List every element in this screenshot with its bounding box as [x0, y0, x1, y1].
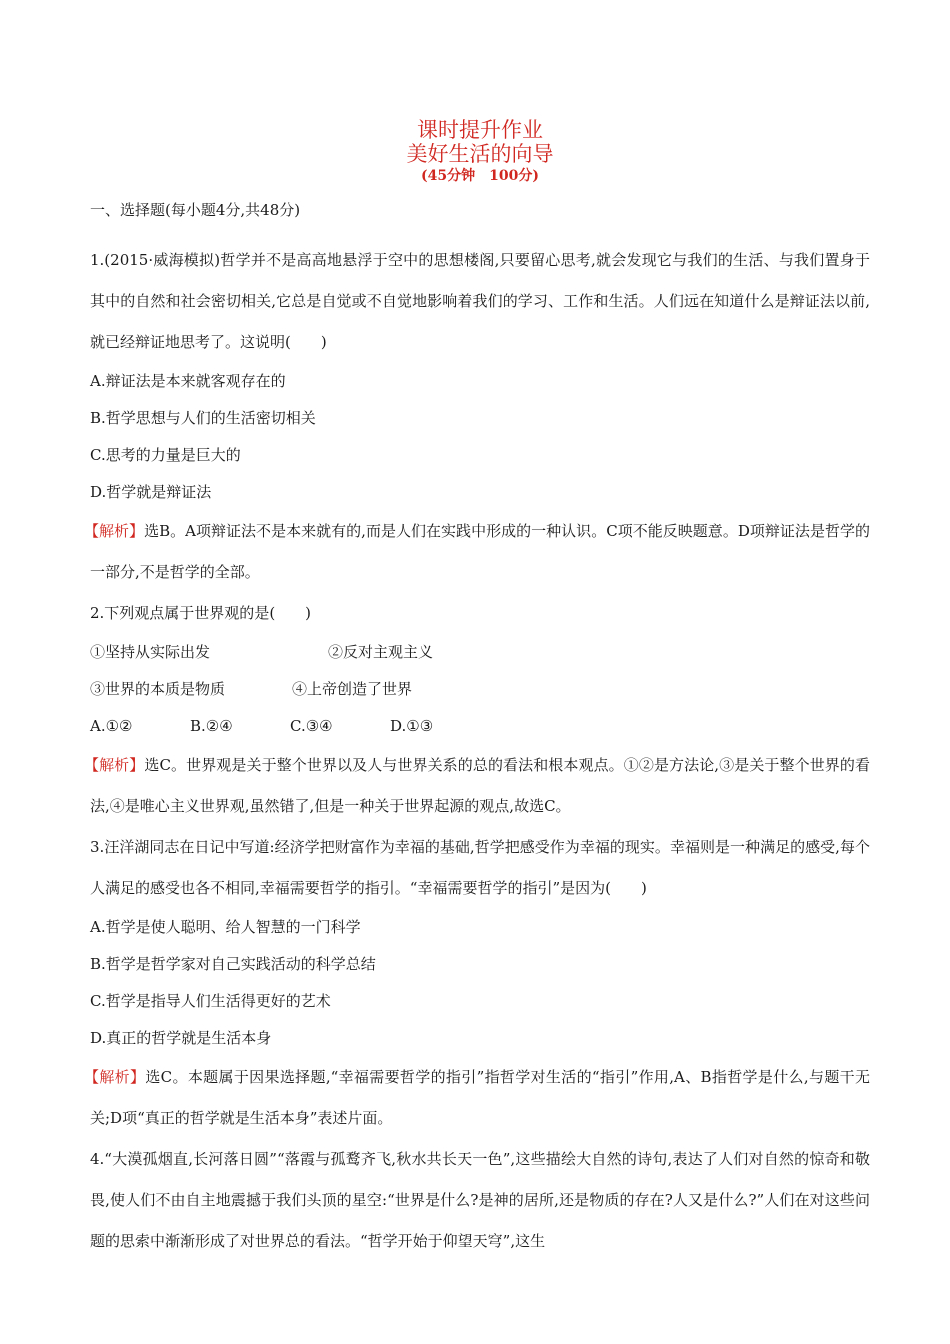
question-2-analysis — [84, 745, 870, 827]
question-3-option-d: D.真正的哲学就是生活本身 — [90, 1029, 272, 1047]
question-1-option-d: D.哲学就是辩证法 — [90, 483, 212, 501]
question-2-options — [90, 708, 870, 745]
analysis-tag: 【解析】 — [84, 1068, 146, 1086]
question-2-option-b: B.②④ — [190, 717, 233, 735]
question-1-stem: 1.(2015·威海模拟)哲学并不是高高地悬浮于空中的思想楼阁,只要留心思考,就会发现它与我们的生活、与我们置身于其中的自然和社会密切相关,它总是自觉或不自觉地影响着我们的学习、工作和生活。人们远在知道什么是辩证法以前,就已经辩证地思考了。这说明( ) — [90, 251, 870, 351]
question-2-stem: 2.下列观点属于世界观的是( ) — [90, 604, 312, 622]
analysis-tag: 【解析】 — [84, 756, 145, 774]
time-score-info: (45分钟 100分) — [421, 168, 539, 184]
question-2-items-row-1 — [90, 634, 870, 671]
question-2-item-3: ③世界的本质是物质 — [90, 680, 226, 698]
question-1-option-b: B.哲学思想与人们的生活密切相关 — [90, 409, 316, 427]
question-3-option-a: A.哲学是使人聪明、给人智慧的一门科学 — [90, 918, 361, 936]
question-2-item-4: ④上帝创造了世界 — [292, 680, 413, 698]
question-2-option-d: D.①③ — [390, 717, 434, 735]
question-3-analysis-text: 选C。本题属于因果选择题,“幸福需要哲学的指引”指哲学对生活的“指引”作用,A、B指哲学是什么,与题干无关;D项“真正的哲学就是生活本身”表述片面。 — [90, 1068, 870, 1127]
question-1-option-a: A.辩证法是本来就客观存在的 — [90, 372, 286, 390]
title-block — [90, 118, 870, 186]
question-3-option-c: C.哲学是指导人们生活得更好的艺术 — [90, 992, 331, 1010]
question-2-option-a: A.①② — [90, 717, 133, 735]
question-2-item-2: ②反对主观主义 — [328, 643, 434, 661]
question-3-option-b: B.哲学是哲学家对自己实践活动的科学总结 — [90, 955, 376, 973]
question-3-analysis — [84, 1057, 870, 1139]
question-1-analysis — [84, 511, 870, 593]
question-2-option-c: C.③④ — [290, 717, 333, 735]
question-1-option-c: C.思考的力量是巨大的 — [90, 446, 241, 464]
question-4-stem: 4.“大漠孤烟直,长河落日圆”“落霞与孤鹜齐飞,秋水共长天一色”,这些描绘大自然的诗句,表达了人们对自然的惊奇和敬畏,使人们不由自主地震撼于我们头顶的星空:“世界是什么?是神的居所,还是物质的存在?人又是什么?”人们在对这些问题的思索中渐渐形成了对世界总的看法。“哲学开始于仰望天穹”,这生 — [90, 1150, 870, 1250]
question-3-stem: 3.汪洋湖同志在日记中写道:经济学把财富作为幸福的基础,哲学把感受作为幸福的现实。幸福则是一种满足的感受,每个人满足的感受也各不相同,幸福需要哲学的指引。“幸福需要哲学的指引”是因为( ) — [90, 838, 870, 897]
question-1-analysis-text: 选B。A项辩证法不是本来就有的,而是人们在实践中形成的一种认识。C项不能反映题意。D项辩证法是哲学的一部分,不是哲学的全部。 — [90, 522, 870, 581]
question-2-item-1: ①坚持从实际出发 — [90, 643, 211, 661]
page-title: 课时提升作业 — [417, 118, 543, 142]
document-page — [84, 118, 870, 1262]
page-subtitle: 美好生活的向导 — [406, 142, 554, 166]
question-2-analysis-text: 选C。世界观是关于整个世界以及人与世界关系的总的看法和根本观点。①②是方法论,③是关于整个世界的看法,④是唯心主义世界观,虽然错了,但是一种关于世界起源的观点,故选C。 — [90, 756, 870, 815]
analysis-tag: 【解析】 — [84, 522, 145, 540]
section-heading: 一、选择题(每小题4分,共48分) — [90, 201, 301, 219]
question-2-items-row-2 — [90, 671, 870, 708]
